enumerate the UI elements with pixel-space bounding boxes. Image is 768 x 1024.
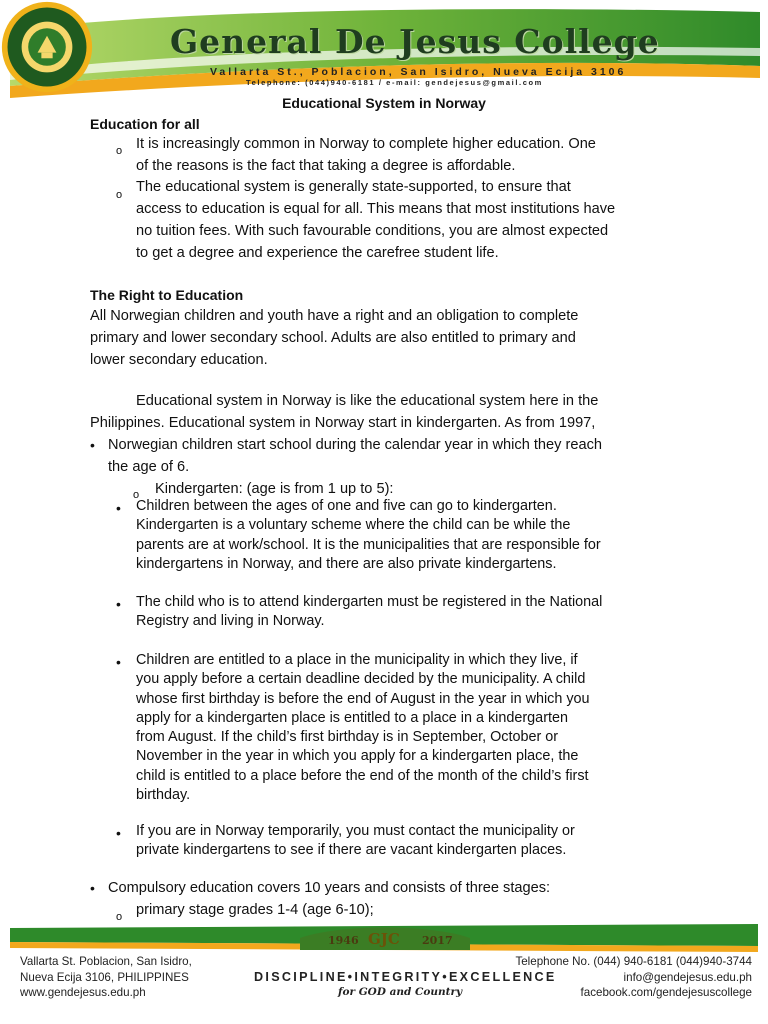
circle-marker: o — [116, 189, 123, 201]
bullet-marker: • — [116, 654, 121, 670]
bullet-marker: • — [116, 596, 121, 612]
kinder-item-1: Children between the ages of one and five can go to kindergarten. Kindergarten is a voluntary scheme where the child can be while the parents are at work/school. It is the municipalities that are responsible for kindergartens in Norway, and there are also private kindergartens. — [136, 498, 601, 572]
heading-right-to-education: The Right to Education — [90, 287, 244, 303]
footer-contact — [515, 954, 752, 1001]
paragraph-right-to-education: All Norwegian children and youth have a right and an obligation to complete primary and lower secondary school. Adults are also entitled to primary and lower secondary education. — [90, 308, 579, 368]
kinder-item-2: The child who is to attend kindergarten must be registered in the National Registry and living in Norway. — [136, 594, 603, 630]
kindergarten-label: Kindergarten: (age is from 1 up to 5): — [155, 481, 394, 497]
website-link[interactable]: www.gendejesus.edu.ph — [20, 986, 146, 999]
bullet-marker: • — [90, 880, 95, 896]
primary-stage: primary stage grades 1-4 (age 6-10); — [136, 902, 374, 918]
kinder-item-4: If you are in Norway temporarily, you must contact the municipality or private kindergartens to see if there are vacant kindergarten places. — [136, 823, 575, 859]
bullet-marker: • — [116, 825, 121, 841]
kinder-item-3: Children are entitled to a place in the municipality in which they live, if you apply before a certain deadline decided by the municipality. A child whose first birthday is before the end of August in the year in which you apply for a kindergarten place is entitled to a place in a kindergarten from August. If the child’s first birthday is in September, October or November in the year in which you apply for a kindergarten place, the child is entitled to a place before the end of the month of the child’s first birthday. — [136, 652, 590, 804]
footer-tagline: for GOD and Country — [338, 986, 463, 998]
college-name: General De Jesus College — [170, 22, 660, 61]
header-address: Vallarta St., Poblacion, San Isidro, Nueva Ecija 3106 — [210, 66, 627, 78]
heading-education-for-all: Education for all — [90, 116, 200, 132]
circle-marker: o — [133, 489, 140, 501]
bullet-marker: • — [90, 437, 95, 453]
page-title: Educational System in Norway — [282, 95, 486, 111]
intro-line-2: Philippines. Educational system in Norway start in kindergarten. As from 1997, — [90, 415, 596, 431]
email-link[interactable]: info@gendejesus.edu.ph — [623, 970, 752, 984]
intro-line-1: Educational system in Norway is like the educational system here in the — [136, 393, 599, 409]
bullet-marker: • — [116, 500, 121, 516]
bullet-school-start: Norwegian children start school during the calendar year in which they reach the age of 6. — [108, 437, 603, 475]
gjc-logo-text: GJC — [368, 930, 400, 948]
footer-address: Vallarta St. Poblacion, San Isidro, Nueva Ecija 3106, PHILIPPINES www.gendejesus.edu.ph — [20, 955, 192, 999]
footer-motto: DISCIPLINE•INTEGRITY•EXCELLENCE — [254, 970, 557, 984]
circle-marker: o — [116, 145, 123, 157]
current-year: 2017 — [422, 934, 453, 947]
list-item: The educational system is generally state-supported, to ensure that access to education is equal for all. This means that most institutions have no tuition fees. With such favourable conditions, you are almost expected to get a degree and experience the carefree student life. — [136, 179, 616, 261]
founding-year: 1946 — [328, 934, 359, 947]
facebook-link[interactable]: facebook.com/gendejesuscollege — [580, 986, 752, 999]
bullet-compulsory-education: Compulsory education covers 10 years and consists of three stages: — [108, 880, 551, 896]
footer-telephone: Telephone No. (044) 940-6181 (044)940-3744 — [515, 955, 752, 968]
college-seal-logo — [0, 0, 94, 94]
list-item: It is increasingly common in Norway to complete higher education. One of the reasons is the fact that taking a degree is affordable. — [136, 136, 596, 174]
header-contact: Telephone: (044)940-6181 / e-mail: gendejesus@gmail.com — [246, 78, 543, 87]
circle-marker: o — [116, 911, 123, 923]
page-header — [0, 0, 768, 104]
